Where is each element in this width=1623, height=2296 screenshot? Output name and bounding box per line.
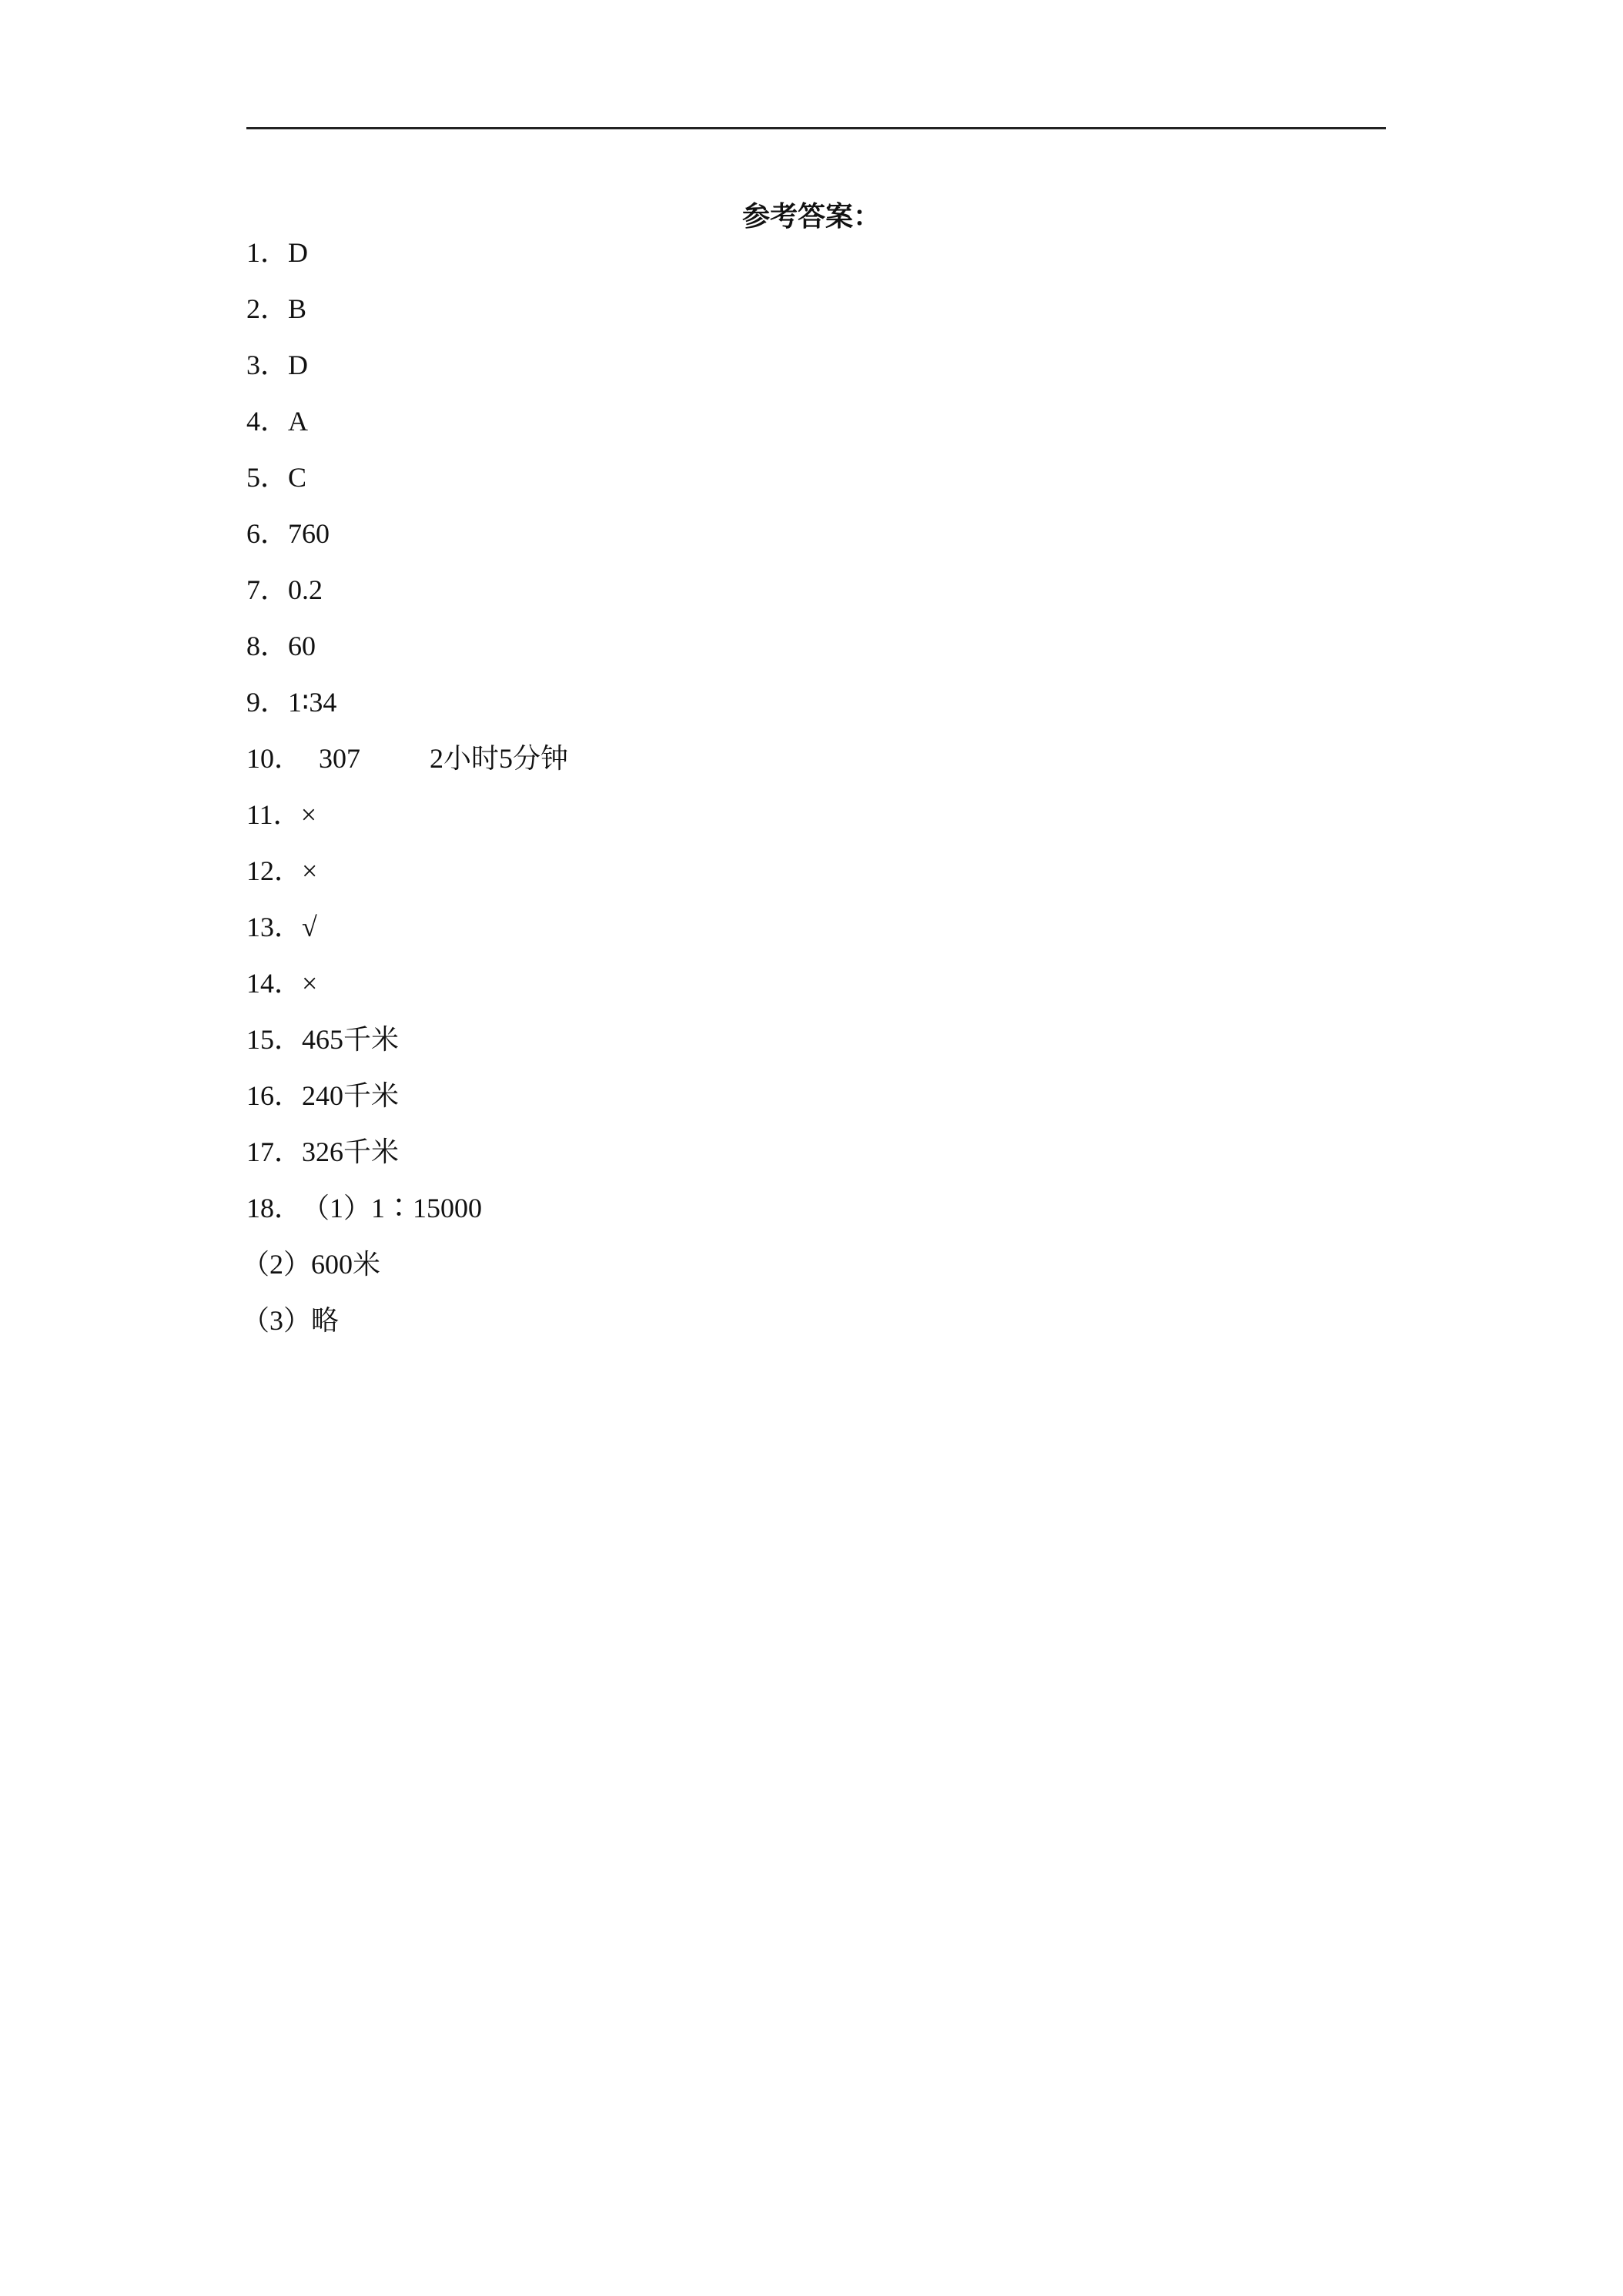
- answer-separator: ．: [260, 293, 289, 324]
- answer-separator: ．: [273, 799, 301, 830]
- answer-text-2: 2小时5分钟: [430, 743, 569, 774]
- answer-item: [246, 737, 568, 793]
- answer-separator: ．: [274, 968, 303, 999]
- answer-number: 14: [246, 968, 274, 999]
- answer-item: [246, 1018, 568, 1074]
- answer-item: [246, 624, 568, 681]
- answer-separator: ．: [260, 462, 289, 493]
- answer-text: 307: [319, 743, 361, 774]
- answer-number: 9: [246, 687, 260, 718]
- answer-separator: ．: [274, 1136, 303, 1167]
- answer-number: 12: [246, 855, 274, 886]
- answer-text: D: [288, 237, 309, 268]
- sub-answer-item: [242, 1243, 568, 1299]
- answer-item: [246, 1186, 568, 1243]
- answer-item: [246, 793, 568, 849]
- answer-item: [246, 568, 568, 624]
- answer-item: [246, 343, 568, 400]
- answer-text: ×: [302, 855, 318, 886]
- answer-item: [246, 512, 568, 568]
- answer-text: 240千米: [302, 1080, 400, 1111]
- answer-separator: ．: [260, 406, 289, 437]
- answer-separator: ．: [274, 743, 303, 774]
- answer-item: [246, 849, 568, 905]
- answer-number: 10: [246, 743, 274, 774]
- answer-number: 3: [246, 350, 260, 380]
- answer-separator: ．: [260, 237, 289, 268]
- answer-separator: ．: [260, 574, 289, 605]
- answer-separator: ．: [274, 1080, 303, 1111]
- answer-text: ×: [300, 799, 316, 830]
- answer-separator: ．: [274, 855, 303, 886]
- answer-text: √: [302, 912, 317, 942]
- answer-item: [246, 1074, 568, 1130]
- page-title: 参考答案：: [741, 201, 881, 232]
- sub-answer-text: （2）600米: [242, 1249, 381, 1280]
- answer-number: 18: [246, 1193, 274, 1223]
- sub-answer-item: [242, 1299, 568, 1355]
- answer-number: 6: [246, 518, 260, 549]
- answer-item: [246, 1130, 568, 1186]
- answer-item: [246, 231, 568, 287]
- answer-text: （1）1∶15000: [302, 1193, 483, 1223]
- answer-separator: ．: [260, 631, 289, 661]
- answer-separator: ．: [260, 350, 289, 380]
- answer-text: ×: [302, 968, 318, 999]
- answer-separator: ．: [274, 1193, 303, 1223]
- answer-item: [246, 962, 568, 1018]
- sub-answer-text: （3）略: [242, 1305, 340, 1336]
- answer-item: [246, 456, 568, 512]
- answer-item: [246, 287, 568, 343]
- answer-separator: ．: [274, 912, 303, 942]
- answer-number: 13: [246, 912, 274, 942]
- answer-text: D: [288, 350, 309, 380]
- answer-text: 1∶34: [288, 687, 337, 718]
- answer-separator: ．: [260, 518, 289, 549]
- answer-number: 1: [246, 237, 260, 268]
- answer-text: B: [288, 293, 307, 324]
- answer-text: 760: [288, 518, 330, 549]
- answer-item: [246, 400, 568, 456]
- answer-text: 60: [288, 631, 316, 661]
- answer-number: 4: [246, 406, 260, 437]
- answer-separator: ．: [260, 687, 289, 718]
- answer-number: 16: [246, 1080, 274, 1111]
- answer-number: 15: [246, 1024, 274, 1055]
- answer-text: 465千米: [302, 1024, 400, 1055]
- answer-number: 2: [246, 293, 260, 324]
- answer-text: C: [288, 462, 307, 493]
- answer-text: 326千米: [302, 1136, 400, 1167]
- answer-list: [242, 231, 569, 1355]
- answer-item: [246, 681, 568, 737]
- answer-separator: ．: [274, 1024, 303, 1055]
- answer-text: 0.2: [288, 574, 323, 605]
- header-rule: [246, 127, 1386, 129]
- answer-number: 5: [246, 462, 260, 493]
- answer-number: 11: [246, 799, 273, 830]
- answer-number: 7: [246, 574, 260, 605]
- answer-number: 8: [246, 631, 260, 661]
- answer-item: [246, 905, 568, 962]
- answer-text: A: [288, 406, 309, 437]
- answer-number: 17: [246, 1136, 274, 1167]
